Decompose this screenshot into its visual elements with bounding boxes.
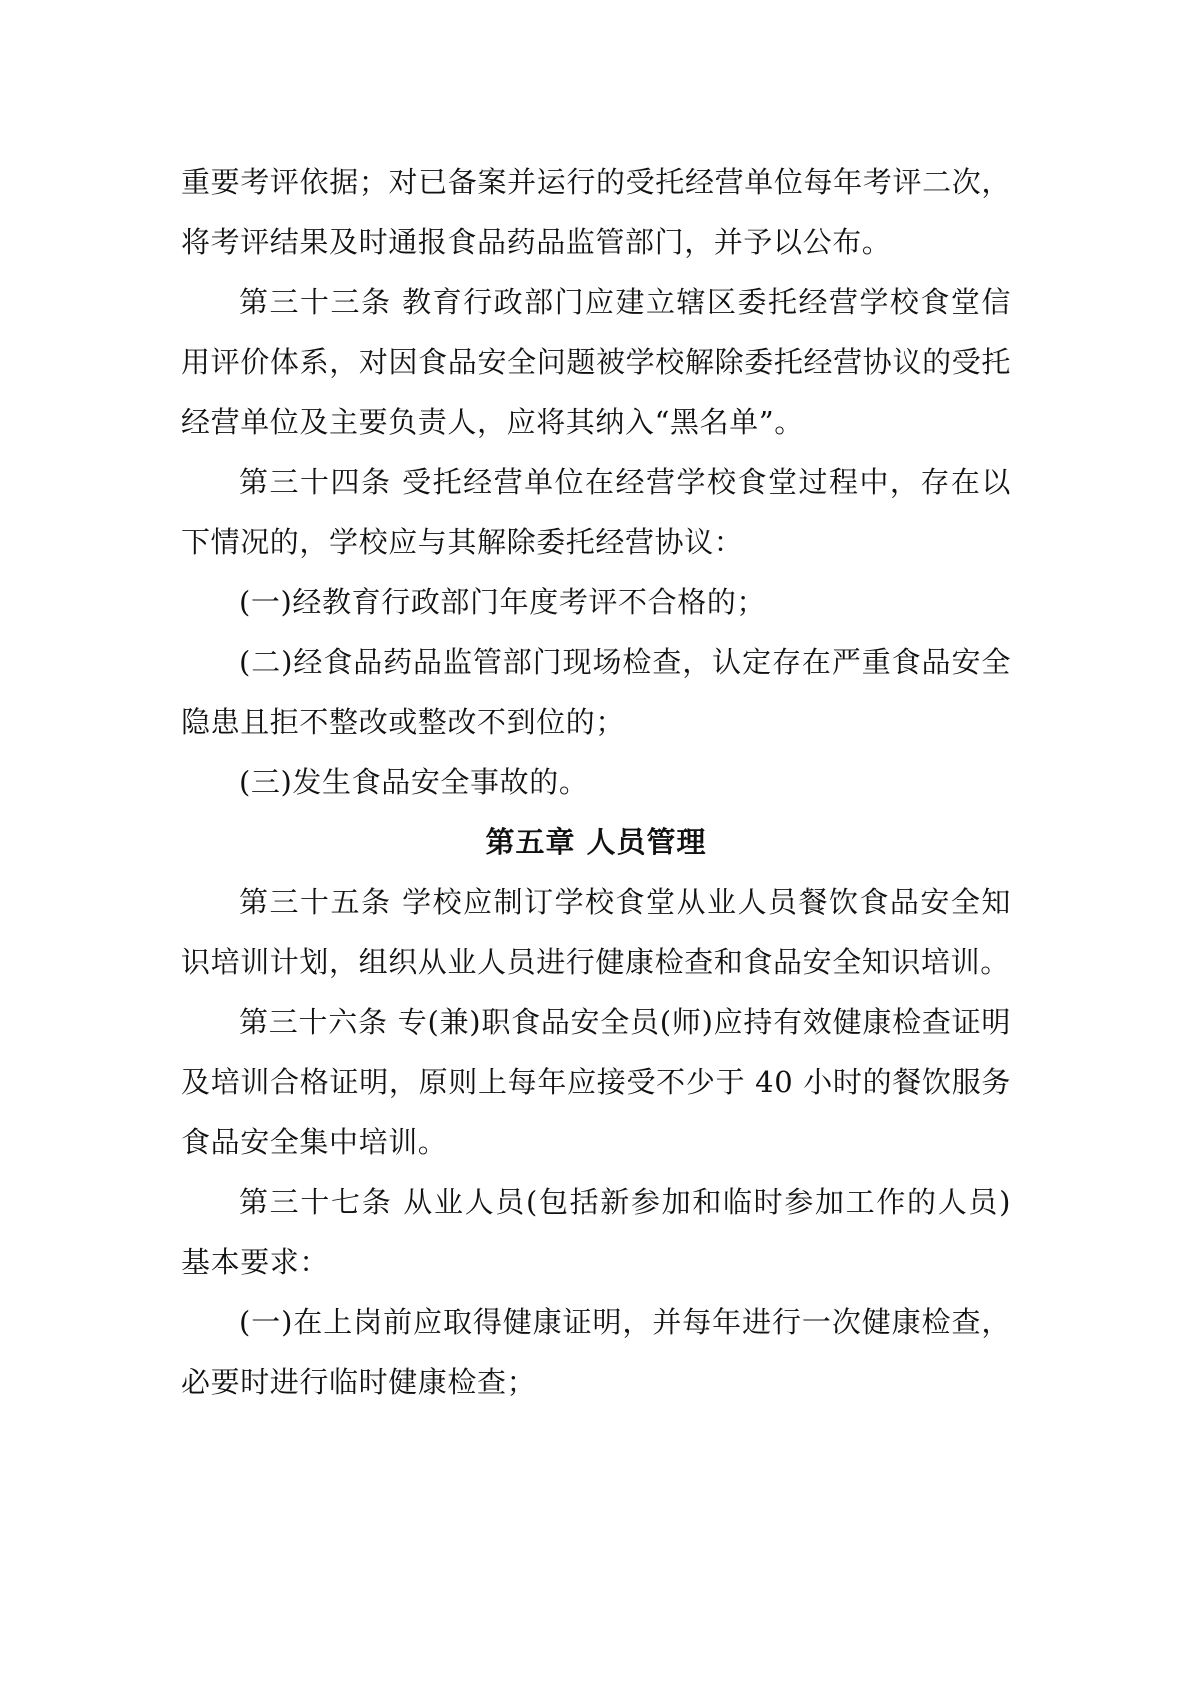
article-34: 第三十四条 受托经营单位在经营学校食堂过程中，存在以下情况的，学校应与其解除委托经营协议：: [181, 465, 1011, 559]
article-34-item-2: (二)经食品药品监管部门现场检查，认定存在严重食品安全隐患且拒不整改或整改不到位的；: [181, 645, 1011, 739]
article-34-item-1: (一)经教育行政部门年度考评不合格的；: [239, 585, 767, 619]
article-35: 第三十五条 学校应制订学校食堂从业人员餐饮食品安全知识培训计划，组织从业人员进行健康检查和食品安全知识培训。: [181, 885, 1011, 979]
document-body: [181, 152, 1011, 1412]
article-33: 第三十三条 教育行政部门应建立辖区委托经营学校食堂信用评价体系，对因食品安全问题被学校解除委托经营协议的受托经营单位及主要负责人，应将其纳入“黑名单”。: [181, 285, 1011, 439]
article-37-item-1: (一)在上岗前应取得健康证明，并每年进行一次健康检查，必要时进行临时健康检查；: [181, 1305, 1011, 1399]
article-37: 第三十七条 从业人员(包括新参加和临时参加工作的人员)基本要求：: [181, 1185, 1011, 1279]
paragraph-continuation: 重要考评依据；对已备案并运行的受托经营单位每年考评二次，将考评结果及时通报食品药品监管部门，并予以公布。: [181, 165, 1011, 259]
article-36: 第三十六条 专(兼)职食品安全员(师)应持有效健康检查证明及培训合格证明，原则上每年应接受不少于 40 小时的餐饮服务食品安全集中培训。: [181, 1005, 1011, 1159]
article-34-item-3: (三)发生食品安全事故的。: [239, 765, 589, 799]
chapter-title: 第五章 人员管理: [485, 825, 707, 859]
